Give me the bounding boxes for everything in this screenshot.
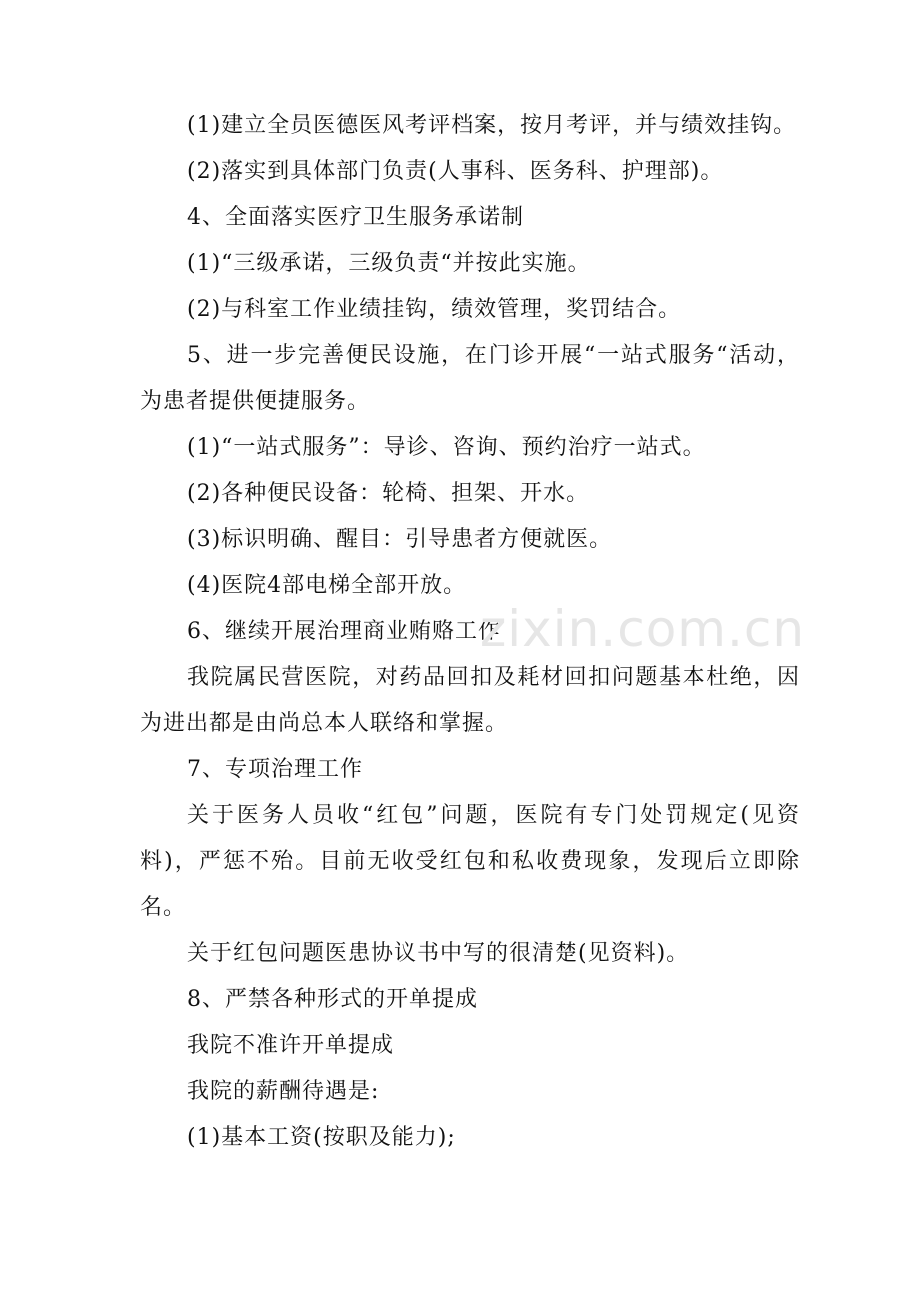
paragraph-8: (2)各种便民设备：轮椅、担架、开水。 (187, 481, 590, 506)
paragraph-17: 我院不准许开单提成 (187, 1033, 395, 1058)
paragraph-6: 5、进一步完善便民设施，在门诊开展“一站式服务“活动，为患者提供便捷服务。 (140, 343, 800, 414)
paragraph-15: 关于红包问题医患协议书中写的很清楚(见资料)。 (187, 941, 690, 966)
paragraph-18: 我院的薪酬待遇是: (187, 1079, 380, 1104)
paragraph-1: (1)建立全员医德医风考评档案，按月考评，并与绩效挂钩。 (187, 113, 797, 138)
paragraph-7: (1)“一站式服务”：导诊、咨询、预约治疗一站式。 (187, 435, 706, 460)
paragraph-3: 4、全面落实医疗卫生服务承诺制 (187, 205, 524, 230)
paragraph-14: 关于医务人员收“红包”问题，医院有专门处罚规定(见资料)，严惩不殆。目前无收受红包和私收费现象，发现后立即除名。 (140, 803, 800, 920)
paragraph-13: 7、专项治理工作 (187, 757, 363, 782)
watermark: zixin.com.cn (480, 600, 806, 658)
paragraph-2: (2)落实到具体部门负责(人事科、医务科、护理部)。 (187, 159, 724, 184)
paragraph-4: (1)“三级承诺，三级负责“并按此实施。 (187, 251, 591, 276)
document-body (140, 103, 800, 1161)
paragraph-10: (4)医院4部电梯全部开放。 (187, 573, 467, 598)
paragraph-5: (2)与科室工作业绩挂钩，绩效管理，奖罚结合。 (187, 297, 682, 322)
paragraph-16: 8、严禁各种形式的开单提成 (187, 987, 478, 1012)
paragraph-12: 我院属民营医院，对药品回扣及耗材回扣问题基本杜绝，因为进出都是由尚总本人联络和掌握。 (140, 665, 800, 736)
paragraph-9: (3)标识明确、醒目：引导患者方便就医。 (187, 527, 613, 552)
paragraph-11: 6、继续开展治理商业贿赂工作 (187, 619, 501, 644)
paragraph-19: (1)基本工资(按职及能力); (187, 1125, 456, 1150)
